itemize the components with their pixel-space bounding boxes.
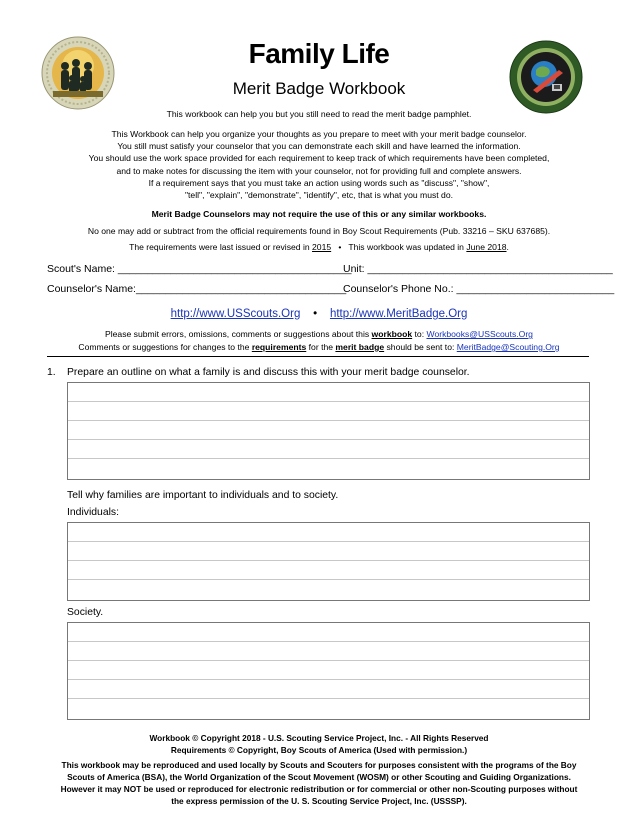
answer-line[interactable] bbox=[68, 402, 589, 421]
meritbadge-email-link[interactable]: MeritBadge@Scouting.Org bbox=[456, 342, 560, 352]
footer-usage: However it may NOT be used or reproduced for electronic redistribution or for commercial or other non-Scouting purposes without bbox=[60, 784, 578, 794]
requirements-word: requirements bbox=[251, 342, 307, 352]
footer-usage: This workbook may be reproduced and used locally by Scouts and Scouters for purposes consistent with the programs of the Boy bbox=[61, 760, 577, 770]
requirement-number: 1. bbox=[47, 367, 56, 378]
answer-line[interactable] bbox=[68, 580, 589, 599]
footer-copyright: Workbook © Copyright 2018 - U.S. Scouting Service Project, Inc. - All Rights Reserved bbox=[149, 733, 489, 743]
submit-text: Please submit errors, omissions, comments or suggestions about this bbox=[105, 329, 372, 339]
answer-line[interactable] bbox=[68, 459, 589, 478]
counselor-phone-field[interactable]: Counselor's Phone No.: ___________________________ bbox=[343, 283, 615, 295]
workbooks-email-link[interactable]: Workbooks@USScouts.Org bbox=[426, 329, 533, 339]
updated-suffix: . bbox=[506, 242, 509, 252]
answer-line[interactable] bbox=[68, 623, 589, 642]
revision-prefix: The requirements were last issued or revised in bbox=[129, 242, 313, 252]
comments-line bbox=[0, 342, 638, 352]
footer-usage: the express permission of the U. S. Scouting Service Project, Inc. (USSSP). bbox=[171, 796, 467, 806]
scout-name-field[interactable]: Scout's Name: ________________________________________ bbox=[47, 263, 352, 275]
page-subtitle: Merit Badge Workbook bbox=[232, 79, 406, 98]
comments-text: Comments or suggestions for changes to the bbox=[78, 342, 252, 352]
revision-info bbox=[0, 242, 638, 252]
meritbadge-link[interactable]: http://www.MeritBadge.Org bbox=[329, 308, 468, 320]
counselor-notice: Merit Badge Counselors may not require the use of this or any similar workbooks. bbox=[151, 209, 487, 219]
intro-line: and to make notes for discussing the item with your counselor, not for providing full and complete answers. bbox=[116, 166, 522, 176]
answer-line[interactable] bbox=[68, 699, 589, 718]
answer-line[interactable] bbox=[68, 661, 589, 680]
answer-line[interactable] bbox=[68, 561, 589, 580]
bullet: • bbox=[338, 242, 342, 252]
answer-line[interactable] bbox=[68, 680, 589, 699]
updated-date: June 2018 bbox=[466, 242, 507, 252]
footer-usage: Scouts of America (BSA), the World Organization of the Scout Movement (WOSM) or other Scouting and Guiding Organizations. bbox=[67, 772, 571, 782]
workbook-word: workbook bbox=[371, 329, 413, 339]
answer-box-outline[interactable] bbox=[67, 382, 590, 480]
page-title: Family Life bbox=[248, 38, 390, 69]
comments-text: for the bbox=[306, 342, 336, 352]
website-links bbox=[0, 308, 638, 320]
society-label: Society. bbox=[67, 607, 104, 618]
answer-line[interactable] bbox=[68, 440, 589, 459]
individuals-label: Individuals: bbox=[67, 507, 119, 518]
answer-line[interactable] bbox=[68, 421, 589, 440]
intro-line: If a requirement says that you must take an action using words such as "discuss", "show", bbox=[148, 178, 490, 188]
merit-badge-word: merit badge bbox=[335, 342, 385, 352]
revision-year: 2015 bbox=[312, 242, 332, 252]
answer-line[interactable] bbox=[68, 542, 589, 561]
answer-line[interactable] bbox=[68, 523, 589, 542]
footer-copyright: Requirements © Copyright, Boy Scouts of America (Used with permission.) bbox=[170, 745, 468, 755]
answer-line[interactable] bbox=[68, 642, 589, 661]
intro-line: This Workbook can help you organize your thoughts as you prepare to meet with your merit badge counselor. bbox=[111, 129, 527, 139]
intro-line: "tell", "explain", "demonstrate", "identify", etc, that is what you must do. bbox=[184, 190, 454, 200]
updated-prefix: This workbook was updated in bbox=[348, 242, 467, 252]
usscouts-link[interactable]: http://www.USScouts.Org bbox=[170, 308, 301, 320]
intro-line: You still must satisfy your counselor that you can demonstrate each skill and have learned the information. bbox=[117, 141, 521, 151]
answer-line[interactable] bbox=[68, 383, 589, 402]
unit-field[interactable]: Unit: __________________________________________ bbox=[343, 263, 613, 275]
intro-line: You should use the work space provided for each requirement to keep track of which requirements have been completed, bbox=[88, 153, 550, 163]
comments-text: should be sent to: bbox=[384, 342, 457, 352]
divider bbox=[47, 356, 589, 357]
counselor-name-field[interactable]: Counselor's Name:____________________________________ bbox=[47, 283, 347, 295]
answer-box-society[interactable] bbox=[67, 622, 590, 720]
intro-line: This workbook can help you but you still need to read the merit badge pamphlet. bbox=[166, 109, 472, 119]
answer-box-individuals[interactable] bbox=[67, 522, 590, 601]
requirement-text: Prepare an outline on what a family is and discuss this with your merit badge counselor. bbox=[67, 367, 470, 378]
submit-errors-line bbox=[0, 329, 638, 339]
bullet: • bbox=[313, 308, 318, 320]
official-requirements-note: No one may add or subtract from the official requirements found in Boy Scout Requirements (Pub. 33216 – SKU 637685). bbox=[87, 226, 551, 236]
submit-text: to: bbox=[412, 329, 427, 339]
requirement-text: Tell why families are important to individuals and to society. bbox=[67, 490, 339, 501]
